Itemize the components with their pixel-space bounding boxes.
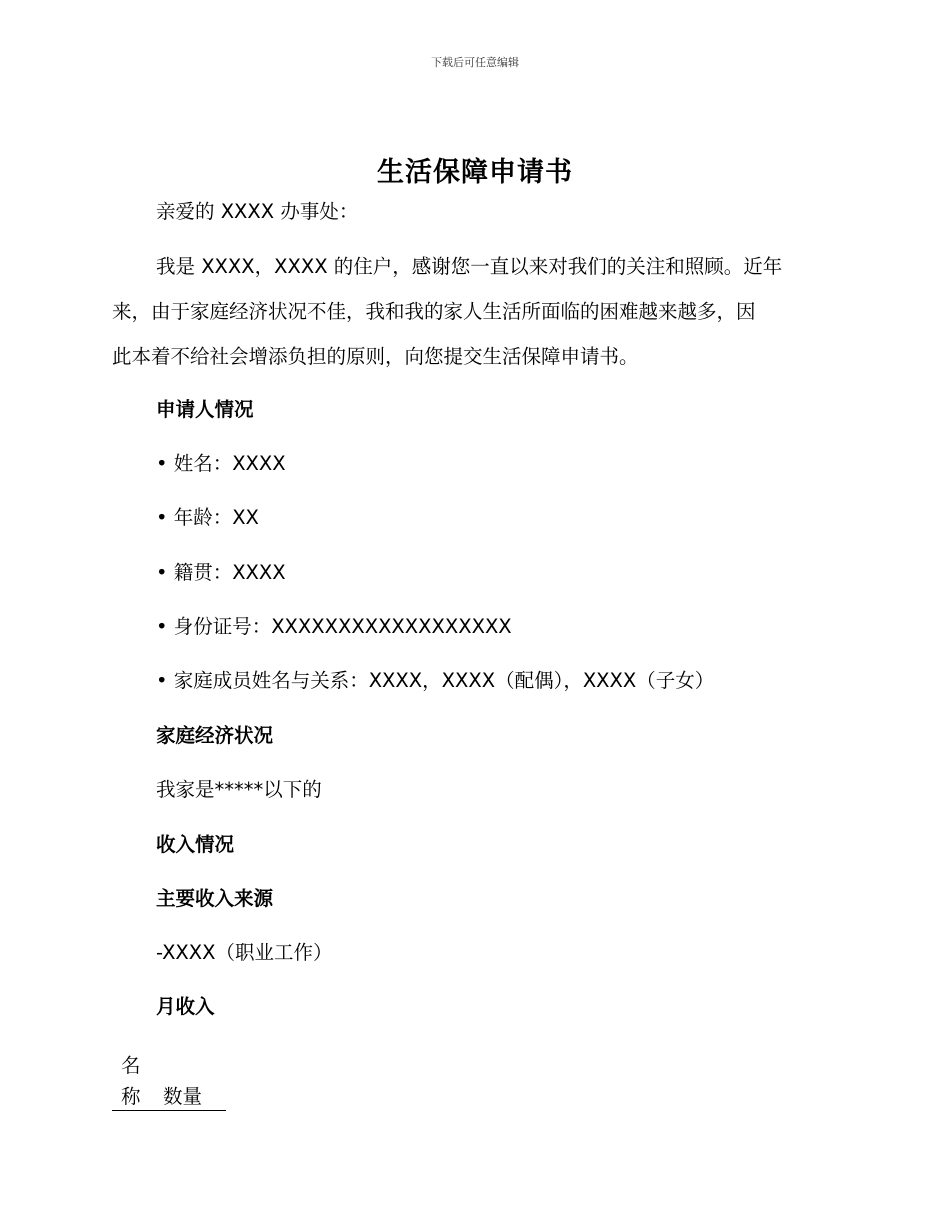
- economy-text: 我家是*****以下的: [156, 778, 322, 801]
- intro-paragraph: [112, 244, 842, 379]
- income-heading: 收入情况: [156, 833, 235, 856]
- intro-line-3: 此本着不给社会增添负担的原则，向您提交生活保障申请书。: [112, 345, 639, 368]
- salutation: 亲爱的 XXXX 办事处：: [156, 200, 359, 223]
- applicant-item-family: • 家庭成员姓名与关系：XXXX，XXXX（配偶），XXXX（子女）: [156, 669, 715, 692]
- main-source-item: -XXXX（职业工作）: [156, 941, 333, 964]
- income-table-header: [112, 1048, 226, 1111]
- monthly-income-heading: 月收入: [156, 995, 215, 1018]
- applicant-item-age: • 年龄：XX: [156, 506, 259, 529]
- intro-line-1: 我是 XXXX，XXXX 的住户，感谢您一直以来对我们的关注和照顾。近年: [156, 255, 783, 278]
- main-source-heading: 主要收入来源: [156, 887, 274, 910]
- intro-line-2: 来，由于家庭经济状况不佳，我和我的家人生活所面临的困难越来越多，因: [112, 300, 756, 323]
- table-col-quantity: 数量: [163, 1085, 203, 1108]
- applicant-item-origin: • 籍贯：XXXX: [156, 561, 286, 584]
- applicant-item-name: • 姓名：XXXX: [156, 452, 286, 475]
- applicant-item-id-number: • 身份证号：XXXXXXXXXXXXXXXXXX: [156, 615, 512, 638]
- table-col-name: 名称: [121, 1054, 141, 1108]
- document-title: 生活保障申请书: [377, 157, 573, 188]
- header-note: 下载后可任意编辑: [431, 56, 519, 69]
- applicant-heading: 申请人情况: [156, 398, 254, 421]
- economy-heading: 家庭经济状况: [156, 724, 274, 747]
